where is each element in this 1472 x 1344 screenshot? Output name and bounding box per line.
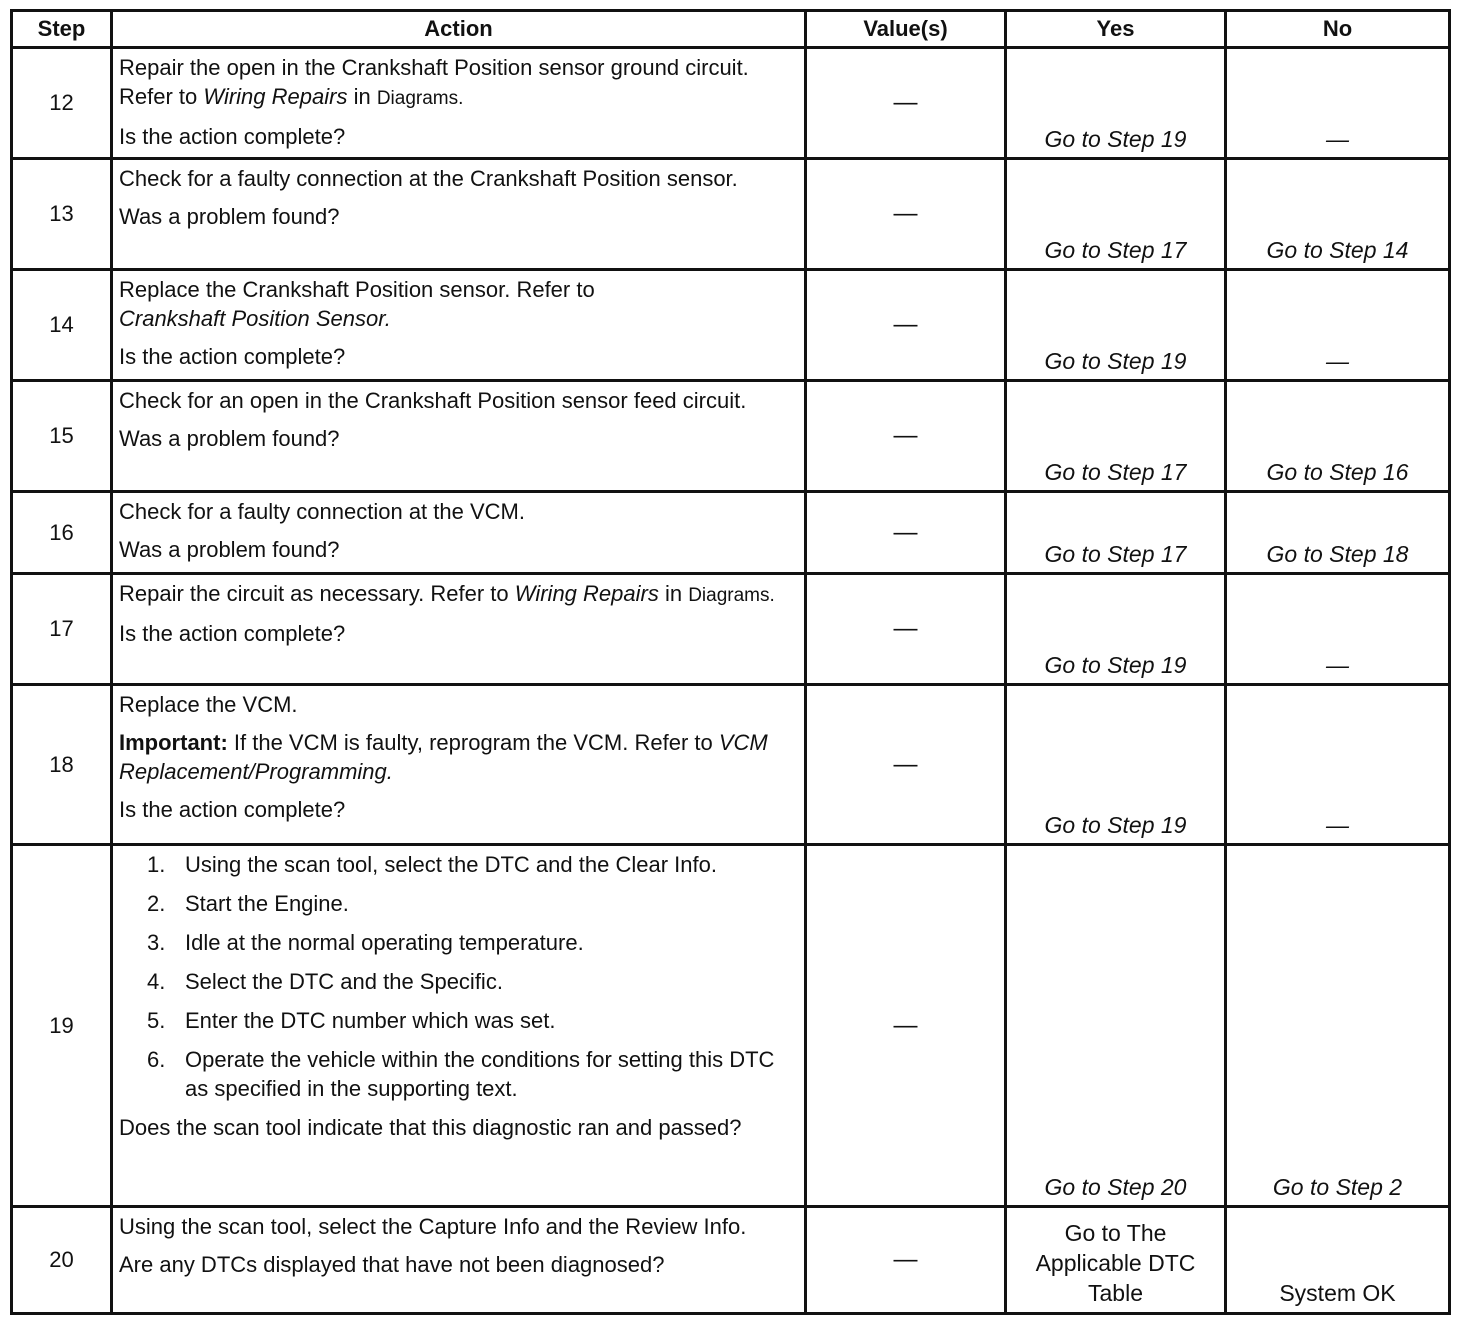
procedure-list <box>119 850 798 1103</box>
table-row <box>12 1207 1450 1314</box>
value-cell: — <box>806 492 1006 574</box>
action-question: Is the action complete? <box>119 344 346 369</box>
table-row <box>12 159 1450 270</box>
action-question: Was a problem found? <box>119 204 340 229</box>
action-text: Check for a faulty connection at the Crankshaft Position sensor. <box>119 166 738 191</box>
table-row <box>12 492 1450 574</box>
value-cell: — <box>806 381 1006 492</box>
step-number: 18 <box>12 685 112 845</box>
step-number: 16 <box>12 492 112 574</box>
action-text: Check for an open in the Crankshaft Position sensor feed circuit. <box>119 388 747 413</box>
action-question: Was a problem found? <box>119 537 340 562</box>
list-item: 3. Idle at the normal operating temperature. <box>147 930 584 955</box>
action-cell <box>112 492 806 574</box>
action-cell <box>112 574 806 685</box>
important-note: Important: If the VCM is faulty, reprogram the VCM. Refer to VCM Replacement/Programming. <box>119 730 768 784</box>
list-item: 6. Operate the vehicle within the conditions for setting this DTC as specified in the supporting text. <box>147 1047 775 1101</box>
no-cell: System OK <box>1226 1207 1450 1314</box>
value-cell: — <box>806 845 1006 1207</box>
no-cell: Go to Step 14 <box>1226 159 1450 270</box>
action-text: Replace the Crankshaft Position sensor. Refer to Crankshaft Position Sensor. <box>119 277 595 331</box>
value-cell: — <box>806 159 1006 270</box>
diagnostic-table <box>10 9 1451 1315</box>
yes-cell: Go to Step 17 <box>1006 492 1226 574</box>
action-cell <box>112 1207 806 1314</box>
action-text: Using the scan tool, select the Capture Info and the Review Info. <box>119 1214 747 1239</box>
yes-cell: Go to The Applicable DTC Table <box>1006 1207 1226 1314</box>
list-item: 4. Select the DTC and the Specific. <box>147 969 503 994</box>
yes-cell: Go to Step 19 <box>1006 270 1226 381</box>
action-cell <box>112 685 806 845</box>
no-cell: — <box>1226 270 1450 381</box>
header-step: Step <box>12 11 112 48</box>
value-cell: — <box>806 685 1006 845</box>
value-cell: — <box>806 48 1006 159</box>
table-row <box>12 381 1450 492</box>
step-number: 12 <box>12 48 112 159</box>
no-cell: Go to Step 2 <box>1226 845 1450 1207</box>
action-text: Replace the VCM. <box>119 692 298 717</box>
action-cell <box>112 159 806 270</box>
no-cell: — <box>1226 574 1450 685</box>
action-cell <box>112 48 806 159</box>
action-question: Is the action complete? <box>119 797 346 822</box>
yes-cell: Go to Step 19 <box>1006 48 1226 159</box>
important-label: Important: <box>119 730 228 755</box>
action-question: Are any DTCs displayed that have not been diagnosed? <box>119 1252 665 1277</box>
list-item: 5. Enter the DTC number which was set. <box>147 1008 556 1033</box>
table-row <box>12 685 1450 845</box>
value-cell: — <box>806 574 1006 685</box>
step-number: 15 <box>12 381 112 492</box>
yes-cell: Go to Step 17 <box>1006 159 1226 270</box>
yes-cell: Go to Step 17 <box>1006 381 1226 492</box>
action-question: Is the action complete? <box>119 621 346 646</box>
action-cell <box>112 845 806 1207</box>
step-number: 20 <box>12 1207 112 1314</box>
yes-cell: Go to Step 20 <box>1006 845 1226 1207</box>
action-question: Does the scan tool indicate that this diagnostic ran and passed? <box>119 1115 742 1140</box>
yes-cell: Go to Step 19 <box>1006 574 1226 685</box>
action-cell <box>112 381 806 492</box>
list-item: 1. Using the scan tool, select the DTC and the Clear Info. <box>147 852 717 877</box>
no-cell: — <box>1226 48 1450 159</box>
no-cell: Go to Step 16 <box>1226 381 1450 492</box>
step-number: 19 <box>12 845 112 1207</box>
step-number: 17 <box>12 574 112 685</box>
step-number: 13 <box>12 159 112 270</box>
header-action: Action <box>112 11 806 48</box>
action-text: Repair the open in the Crankshaft Position sensor ground circuit. Refer to Wiring Repairs in Diagrams. <box>119 55 749 109</box>
action-text: Check for a faulty connection at the VCM. <box>119 499 525 524</box>
yes-cell: Go to Step 19 <box>1006 685 1226 845</box>
header-yes: Yes <box>1006 11 1226 48</box>
value-cell: — <box>806 1207 1006 1314</box>
table-row <box>12 270 1450 381</box>
action-text: Repair the circuit as necessary. Refer to Wiring Repairs in Diagrams. <box>119 581 775 606</box>
step-number: 14 <box>12 270 112 381</box>
header-no: No <box>1226 11 1450 48</box>
action-question: Was a problem found? <box>119 426 340 451</box>
table-row <box>12 845 1450 1207</box>
table-row <box>12 48 1450 159</box>
action-cell <box>112 270 806 381</box>
list-item: 2. Start the Engine. <box>147 891 349 916</box>
header-values: Value(s) <box>806 11 1006 48</box>
no-cell: Go to Step 18 <box>1226 492 1450 574</box>
value-cell: — <box>806 270 1006 381</box>
table-row <box>12 574 1450 685</box>
action-question: Is the action complete? <box>119 124 346 149</box>
no-cell: — <box>1226 685 1450 845</box>
table-header-row <box>12 11 1450 48</box>
